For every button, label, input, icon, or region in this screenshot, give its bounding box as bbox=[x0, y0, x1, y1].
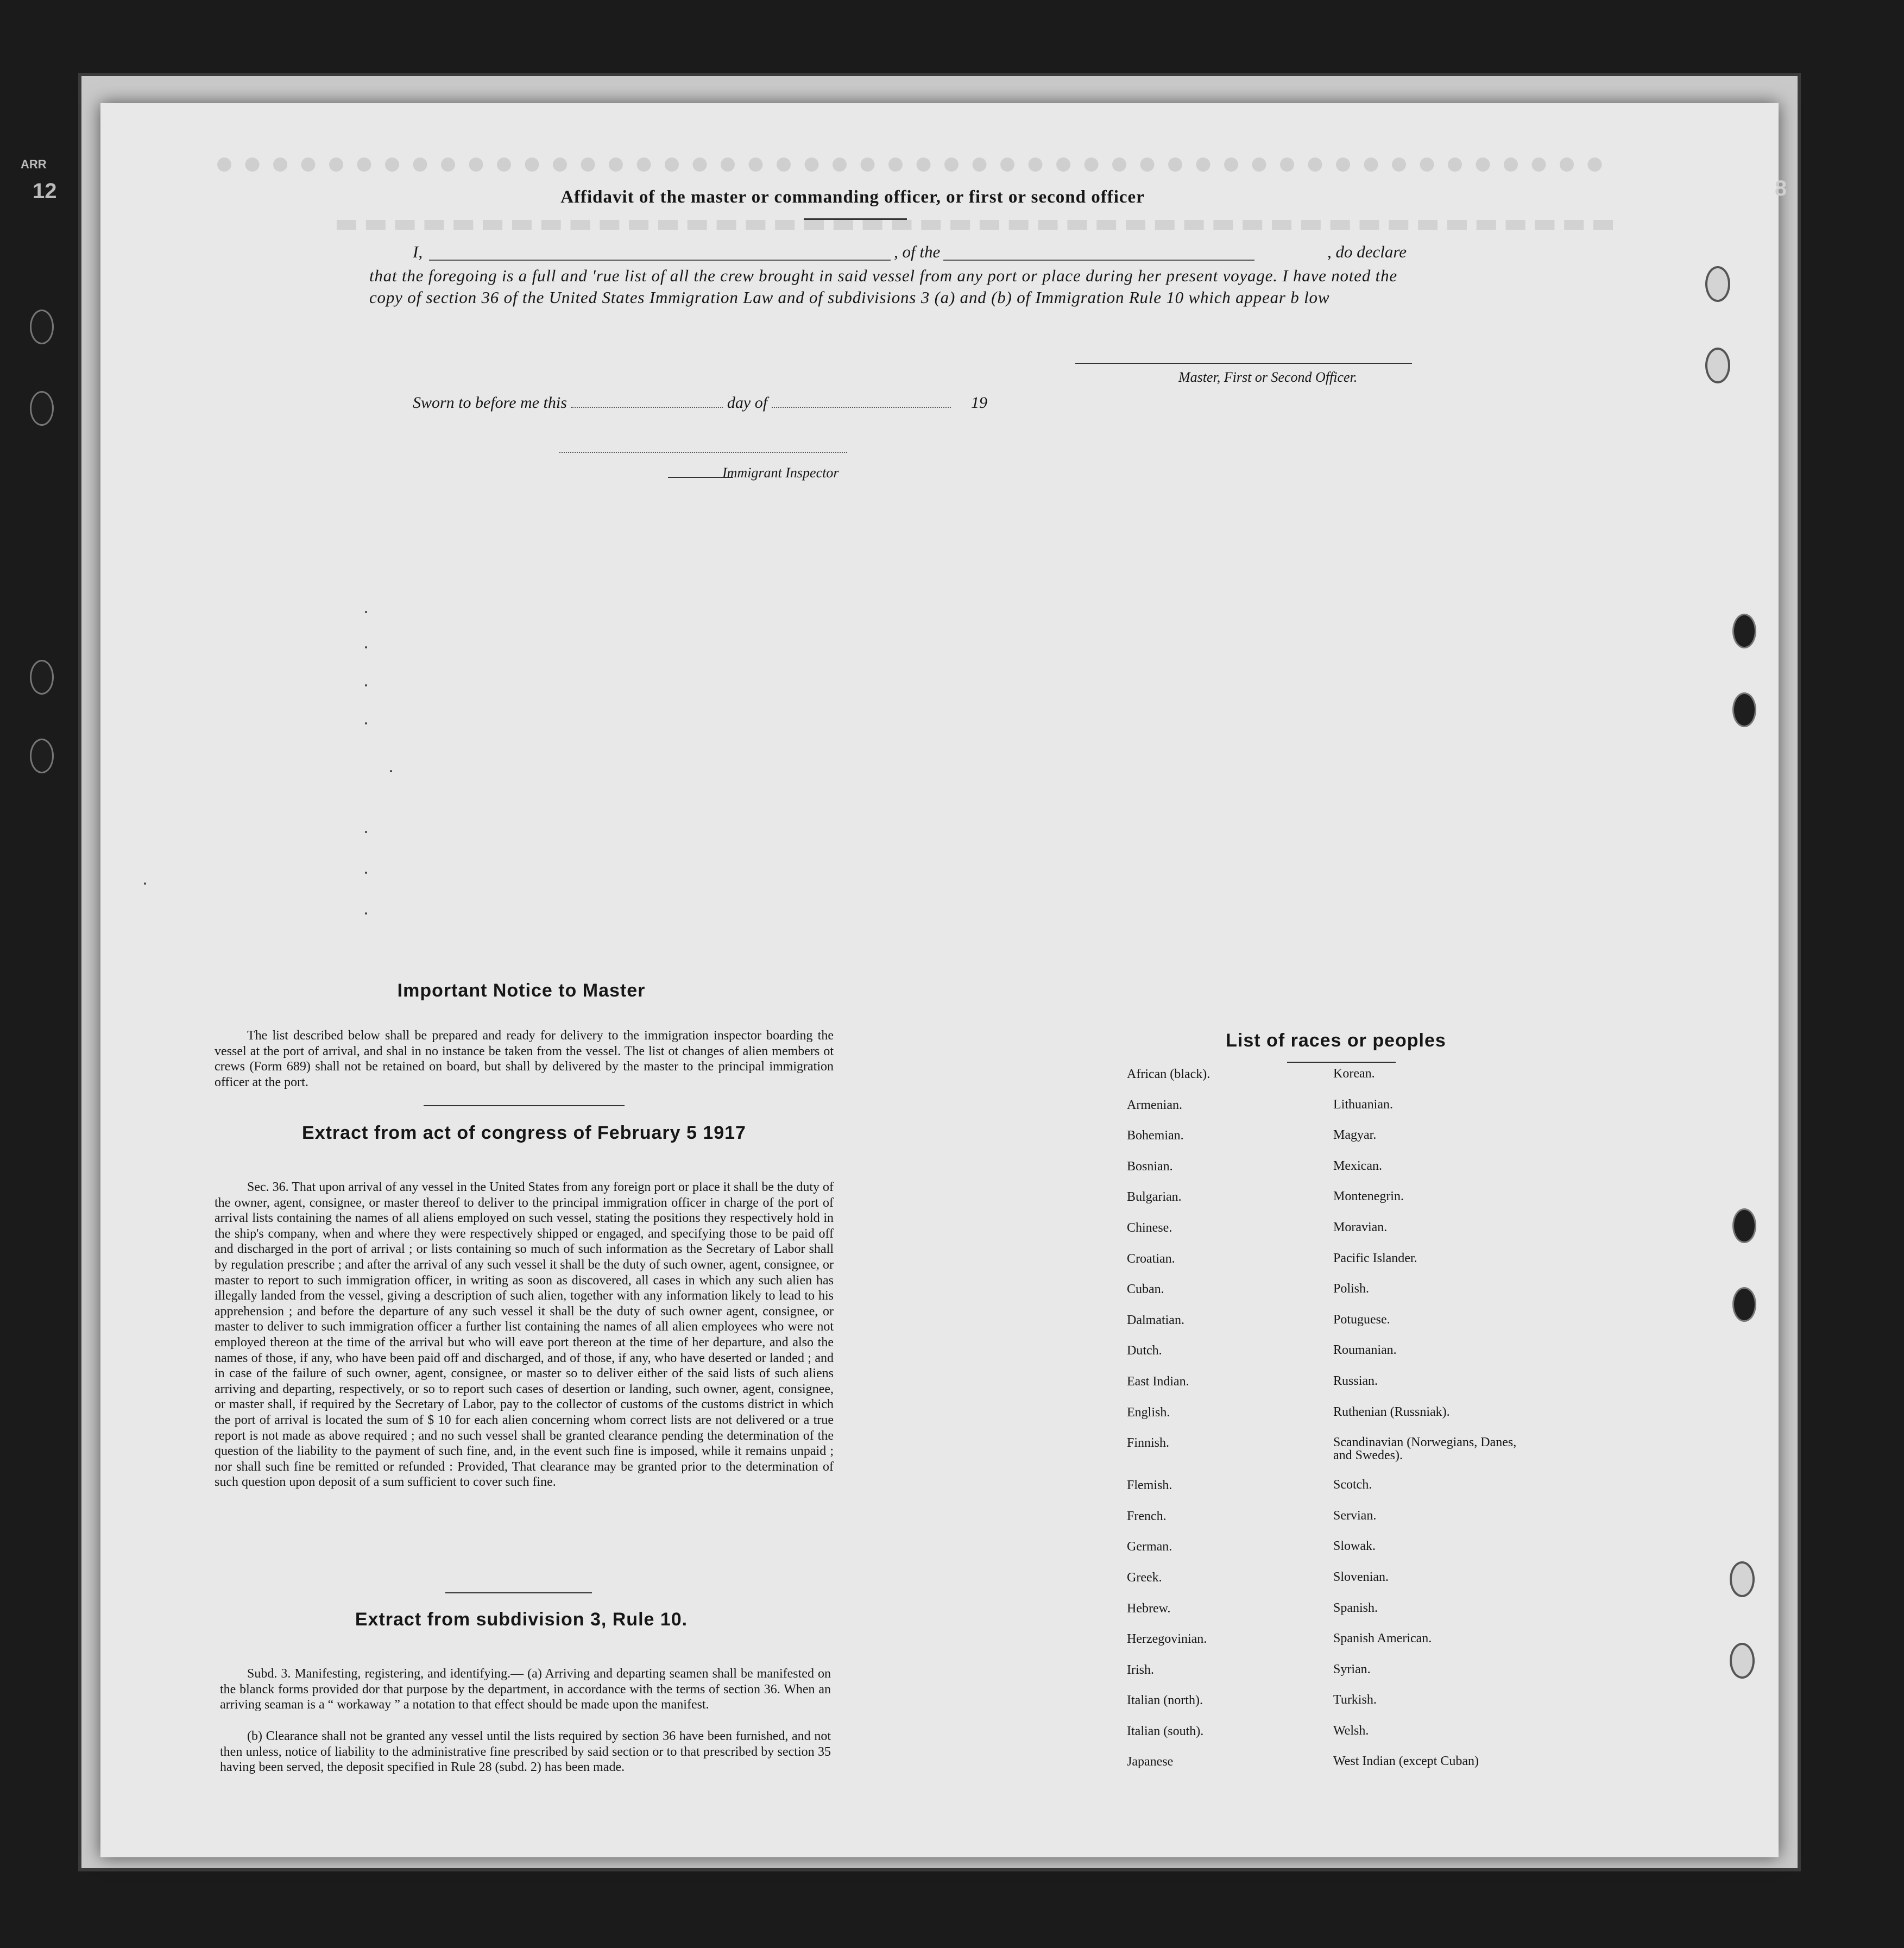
inspector-caption: Immigrant Inspector bbox=[722, 465, 839, 481]
section-rule bbox=[424, 1105, 625, 1106]
affidavit-heading: Affidavit of the master or commanding officer, or first or second officer bbox=[560, 187, 1145, 207]
race-item: Magyar. bbox=[1333, 1128, 1377, 1143]
race-item: Lithuanian. bbox=[1333, 1097, 1393, 1112]
race-item: Potuguese. bbox=[1333, 1312, 1390, 1327]
race-item: Armenian. bbox=[1127, 1098, 1182, 1112]
races-row bbox=[1127, 1190, 1550, 1221]
race-item: Ruthenian (Russniak). bbox=[1333, 1404, 1450, 1419]
race-item: African (black). bbox=[1127, 1067, 1211, 1081]
race-item: Spanish American. bbox=[1333, 1631, 1432, 1646]
races-row bbox=[1127, 1632, 1550, 1663]
punch-hole-left bbox=[30, 310, 54, 344]
race-item: Welsh. bbox=[1333, 1723, 1369, 1738]
race-item: Croatian. bbox=[1127, 1251, 1175, 1266]
race-item: Moravian. bbox=[1333, 1220, 1388, 1234]
race-item: Slowak. bbox=[1333, 1539, 1376, 1554]
races-heading-underline bbox=[1287, 1062, 1396, 1063]
race-item: Finnish. bbox=[1127, 1436, 1170, 1451]
punch-hole-left bbox=[30, 660, 54, 695]
races-row bbox=[1127, 1509, 1550, 1540]
sworn-line bbox=[413, 394, 987, 412]
races-row bbox=[1127, 1724, 1550, 1755]
race-item: Korean. bbox=[1333, 1067, 1375, 1081]
punch-hole-left bbox=[30, 739, 54, 773]
margin-mark-number: 12 bbox=[33, 179, 57, 203]
races-row bbox=[1127, 1375, 1550, 1405]
bleed-through-marks bbox=[217, 157, 1602, 182]
punch-hole-right bbox=[1705, 348, 1730, 383]
race-item: West Indian (except Cuban) bbox=[1333, 1754, 1479, 1769]
race-item: Hebrew. bbox=[1127, 1601, 1171, 1616]
races-row bbox=[1127, 1344, 1550, 1375]
race-item: English. bbox=[1127, 1405, 1170, 1420]
races-row bbox=[1127, 1571, 1550, 1602]
races-row bbox=[1127, 1436, 1550, 1478]
race-item: Russian. bbox=[1333, 1373, 1378, 1388]
declarant-name-field[interactable] bbox=[429, 259, 1254, 261]
race-item: French. bbox=[1127, 1509, 1167, 1523]
races-row bbox=[1127, 1159, 1550, 1190]
race-item: Chinese. bbox=[1127, 1220, 1172, 1235]
stray-dot bbox=[144, 882, 146, 885]
race-item: Bulgarian. bbox=[1127, 1190, 1182, 1205]
of-the-label: , of the bbox=[891, 242, 943, 262]
act-text: Sec. 36. That upon arrival of any vessel in the United States from any foreign port or place it shall be the duty of the owner, agent, consignee, or master thereof to deliver to the principal immigration officer in charge of the port of arrival lists containing the names of all aliens employed on such vessel, stating the positions they respectively hold in the ship's company, when and where they were respectively shipped or engaged, and specifying those to be paid off and discharged in the port of arrival ; or lists containing so much of such information as the Secretary of Labor shall by regulation prescribe ; and after the arrival of any such vessel it shall be the duty of such owner, agent, consignee, or master to report to such immigration officer, in writing as soon as discovered, all cases in which any such alien has illegally landed from the vessel, giving a description of such alien, together with any information likely to lead to his apprehension ; and before the departure of any such vessel it shall be the duty of such owner agent, consignee, or master to deliver to such immigration officer a further list containing the names of all alien employees who were not employed thereon at the time of the arrival but who will eave port thereon at the time of her departure, and also the names of those, if any, who have been paid off and discharged, and of those, if any, who have deserted or landed ; and in case of the failure of such owner, agent, consignee, or master so to deliver either of the said lists of such aliens arriving and departing, respectively, or so to report such cases of desertion or landing, such owner, agent, consignee, or master shall, if required by the Secretary of Labor, pay to the collector of customs of the customs district in which the port of arrival is located the sum of $ 10 for each alien concerning whom correct lists are not delivered or a true report is not made as above required ; and no such vessel shall be granted clearance pending the determination of the question of the liability to the payment of such fine, and, in the event such fine is imposed, while it remains unpaid ; nor shall such fine be remitted or refunded : Provided, That clearance may be granted prior to the determination of such question upon deposit of a sum sufficient to cover such fine. bbox=[215, 1180, 834, 1490]
races-row bbox=[1127, 1602, 1550, 1632]
races-row bbox=[1127, 1098, 1550, 1129]
race-item: Slovenian. bbox=[1333, 1569, 1389, 1584]
race-item: Polish. bbox=[1333, 1282, 1370, 1296]
race-item: Italian (north). bbox=[1127, 1693, 1203, 1708]
stray-dot bbox=[365, 912, 367, 915]
races-row bbox=[1127, 1282, 1550, 1313]
race-item: Irish. bbox=[1127, 1662, 1154, 1677]
races-heading: List of races or peoples bbox=[1226, 1030, 1446, 1051]
race-item: Roumanian. bbox=[1333, 1343, 1397, 1358]
declarant-label: I, bbox=[413, 242, 423, 261]
races-row bbox=[1127, 1478, 1550, 1509]
stray-dot bbox=[365, 831, 367, 833]
stray-dot bbox=[365, 872, 367, 874]
race-item: German. bbox=[1127, 1540, 1172, 1554]
races-row bbox=[1127, 1693, 1550, 1724]
races-row bbox=[1127, 1755, 1550, 1786]
punch-hole-right bbox=[1732, 1208, 1756, 1243]
race-item: Herzegovinian. bbox=[1127, 1632, 1207, 1647]
heading-underline bbox=[804, 218, 907, 220]
race-item: Montenegrin. bbox=[1333, 1189, 1404, 1204]
rule-text-a: Subd. 3. Manifesting, registering, and identifying.— (a) Arriving and departing seamen shall be manifested on the blanck forms provided dor that purpose by the department, in accordance with the terms of section 36. When an arriving seaman is a “ workaway ” a notation to that effect should be made upon the manifest. bbox=[220, 1667, 831, 1712]
races-row bbox=[1127, 1540, 1550, 1571]
inspector-signature-line[interactable] bbox=[559, 452, 847, 453]
master-signature-line[interactable] bbox=[1075, 363, 1412, 364]
punch-hole-right bbox=[1730, 1643, 1755, 1679]
race-item: Syrian. bbox=[1333, 1662, 1371, 1676]
notice-heading: Important Notice to Master bbox=[397, 980, 646, 1001]
rule-heading: Extract from subdivision 3, Rule 10. bbox=[355, 1609, 688, 1630]
act-heading: Extract from act of congress of February 5 1917 bbox=[302, 1123, 746, 1143]
sworn-month-field[interactable] bbox=[772, 407, 951, 408]
race-item: Spanish. bbox=[1333, 1600, 1378, 1615]
punch-hole-right bbox=[1732, 1287, 1756, 1322]
race-item: Pacific Islander. bbox=[1333, 1251, 1417, 1265]
sworn-label: Sworn to before me this bbox=[413, 394, 567, 412]
race-item: Cuban. bbox=[1127, 1282, 1164, 1297]
race-item: Scandinavian (Norwegians, Danes, and Swedes). bbox=[1333, 1435, 1517, 1463]
bleed-through-marks bbox=[337, 220, 1613, 235]
race-item: Dutch. bbox=[1127, 1344, 1162, 1358]
race-item: Turkish. bbox=[1333, 1693, 1377, 1707]
affidavit-first-line bbox=[369, 242, 1412, 264]
races-row bbox=[1127, 1067, 1550, 1098]
affidavit-body: that the foregoing is a full and 'rue list of all the crew brought in said vessel from any port or place during her present voyage. I have noted the copy of section 36 of the United States Immigration Law and of subdivisions 3 (a) and (b) of Immigration Rule 10 which appear b low bbox=[369, 266, 1397, 307]
margin-mark-arr: ARR bbox=[21, 157, 47, 171]
year-prefix: 19 bbox=[971, 394, 988, 412]
sworn-day-field[interactable] bbox=[571, 407, 723, 408]
races-row bbox=[1127, 1252, 1550, 1283]
rule-text-b: (b) Clearance shall not be granted any vessel until the lists required by section 36 have been furnished, and not then unless, notice of liability to the administrative fine prescribed by said section or to that prescribed by section 35 having been served, the deposit specified in Rule 28 (subd. 2) has been made. bbox=[220, 1729, 831, 1775]
race-item: East Indian. bbox=[1127, 1374, 1189, 1389]
race-item: Japanese bbox=[1127, 1755, 1174, 1769]
race-item: Flemish. bbox=[1127, 1478, 1172, 1493]
races-row bbox=[1127, 1221, 1550, 1252]
races-row bbox=[1127, 1313, 1550, 1344]
races-row bbox=[1127, 1405, 1550, 1436]
races-row bbox=[1127, 1129, 1550, 1159]
punch-hole-right bbox=[1732, 692, 1756, 727]
notice-text: The list described below shall be prepared and ready for delivery to the immigration inspector boarding the vessel at the port of arrival, and shal in no instance be taken from the vessel. The list ot changes of alien members ot crews (Form 689) shall not be retained on board, but shall by delivered by the master to the principal immigration officer at the port. bbox=[215, 1029, 834, 1089]
stray-dot bbox=[365, 684, 367, 686]
stray-dot bbox=[365, 722, 367, 724]
race-item: Bohemian. bbox=[1127, 1129, 1184, 1143]
stray-dot bbox=[365, 646, 367, 648]
races-list bbox=[1127, 1067, 1550, 1786]
race-item: Bosnian. bbox=[1127, 1159, 1173, 1174]
punch-hole-right bbox=[1730, 1561, 1755, 1597]
race-item: Italian (south). bbox=[1127, 1724, 1204, 1738]
day-of-label: day of bbox=[727, 394, 768, 412]
declare-label: , do declare bbox=[1324, 242, 1407, 262]
stray-dot bbox=[365, 611, 367, 613]
stray-dot bbox=[390, 770, 392, 772]
race-item: Servian. bbox=[1333, 1508, 1377, 1523]
race-item: Scotch. bbox=[1333, 1478, 1372, 1492]
section-rule bbox=[445, 1592, 592, 1593]
race-item: Greek. bbox=[1127, 1570, 1162, 1585]
punch-hole-right bbox=[1732, 614, 1756, 648]
margin-mark-page: 8 bbox=[1775, 176, 1787, 200]
punch-hole-right bbox=[1705, 266, 1730, 302]
race-item: Mexican. bbox=[1333, 1158, 1382, 1173]
race-item: Dalmatian. bbox=[1127, 1313, 1184, 1327]
punch-hole-left bbox=[30, 391, 54, 426]
races-row bbox=[1127, 1663, 1550, 1694]
signature-caption: Master, First or Second Officer. bbox=[1178, 369, 1358, 385]
